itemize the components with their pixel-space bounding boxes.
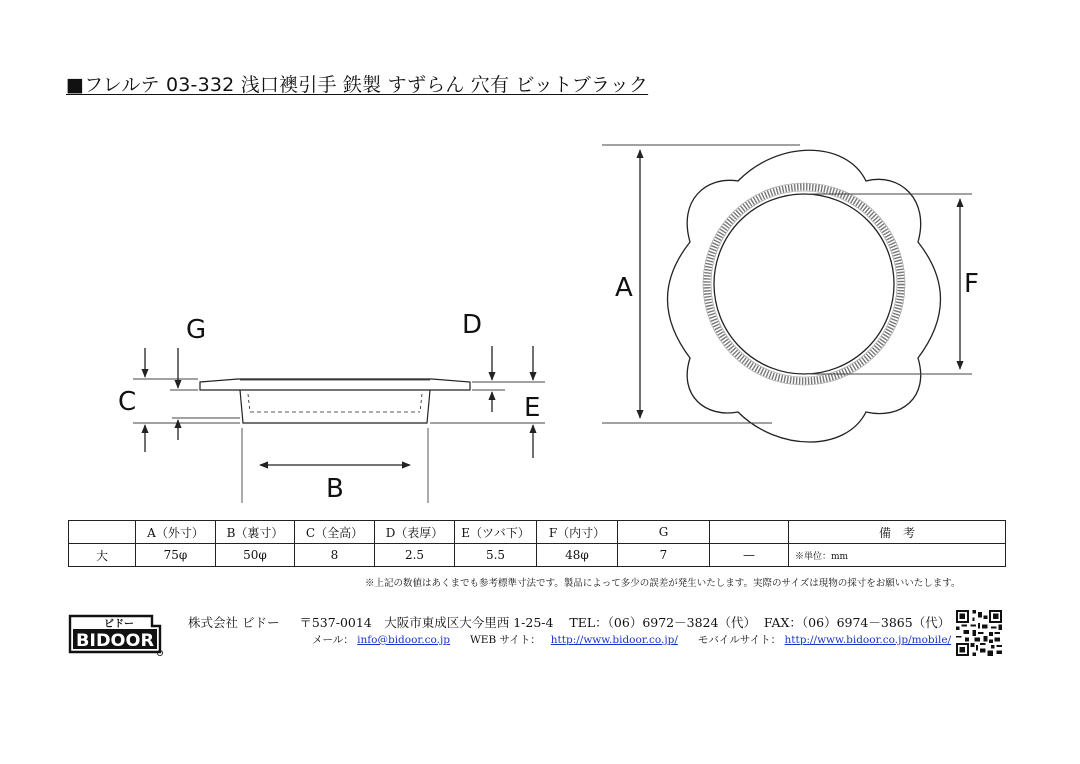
cup-outline xyxy=(240,390,430,423)
web-label: WEB サイト： xyxy=(469,634,541,646)
table-header-cell xyxy=(69,521,136,544)
company-address: 〒537-0014 大阪市東成区大今里西 1-25-4 xyxy=(299,615,554,630)
bidoor-logo xyxy=(68,612,164,656)
table-cell: 8 xyxy=(295,544,375,567)
mail-label: メール： xyxy=(312,634,354,646)
table-header-cell: G xyxy=(618,521,710,544)
table-cell-note: ※単位：mm xyxy=(789,544,1006,567)
web-link[interactable]: http://www.bidoor.co.jp/ xyxy=(550,634,678,646)
table-header-cell: A（外寸） xyxy=(136,521,216,544)
flange-outline xyxy=(200,379,470,390)
table-cell: 7 xyxy=(618,544,710,567)
page-title: ■フレルテ 03-332 浅口襖引手 鉄製 すずらん 穴有 ビットブラック xyxy=(66,74,649,96)
table-cell: 50φ xyxy=(216,544,295,567)
inner-opening xyxy=(714,194,894,374)
table-header-row xyxy=(69,521,1006,544)
table-cell: 48φ xyxy=(537,544,618,567)
dim-label-g: G xyxy=(186,315,207,345)
table-cell: 大 xyxy=(69,544,136,567)
table-header-cell xyxy=(710,521,789,544)
dimension-arrows-side xyxy=(145,346,533,465)
company-info xyxy=(188,613,950,631)
table-row xyxy=(69,544,1006,567)
company-tel: TEL：（06）6972－3824（代） xyxy=(569,615,756,630)
table-header-cell: E（ツバ下） xyxy=(455,521,537,544)
table-header-cell: C（全高） xyxy=(295,521,375,544)
dim-label-d: D xyxy=(462,310,483,340)
mesh-ring xyxy=(707,187,901,381)
dim-label-a: A xyxy=(615,273,633,303)
table-header-cell: F（内寸） xyxy=(537,521,618,544)
mobile-link[interactable]: http://www.bidoor.co.jp/mobile/ xyxy=(784,634,952,646)
dim-label-b: B xyxy=(326,474,344,504)
table-cell: 2.5 xyxy=(375,544,455,567)
side-profile-view xyxy=(200,379,470,423)
mail-link[interactable]: info@bidoor.co.jp xyxy=(357,634,450,646)
table-cell: 5.5 xyxy=(455,544,537,567)
mobile-label: モバイルサイト： xyxy=(697,634,782,646)
logo-text: BIDOOR xyxy=(76,631,154,651)
contact-links xyxy=(312,632,951,647)
dim-label-f: F xyxy=(964,269,979,299)
table-cell: 75φ xyxy=(136,544,216,567)
logo-kana: ビドー xyxy=(104,619,134,630)
company-fax: FAX：（06）6974－3865（代） xyxy=(763,615,951,630)
table-header-cell: B（裏寸） xyxy=(216,521,295,544)
dim-label-e: E xyxy=(524,393,541,423)
spec-table xyxy=(68,520,1006,567)
footnote: ※上記の数値はあくまでも参考標準寸法です。製品によって多少の誤差が発生いたします。実際のサイズは現物の採寸をお願いいたします。 xyxy=(365,578,961,589)
table-header-cell: 備 考 xyxy=(789,521,1006,544)
dim-label-c: C xyxy=(118,387,137,417)
table-cell: — xyxy=(710,544,789,567)
table-header-cell: D（表厚） xyxy=(375,521,455,544)
company-name: 株式会社 ビドー xyxy=(188,615,280,630)
qr-code-icon xyxy=(956,610,1002,656)
